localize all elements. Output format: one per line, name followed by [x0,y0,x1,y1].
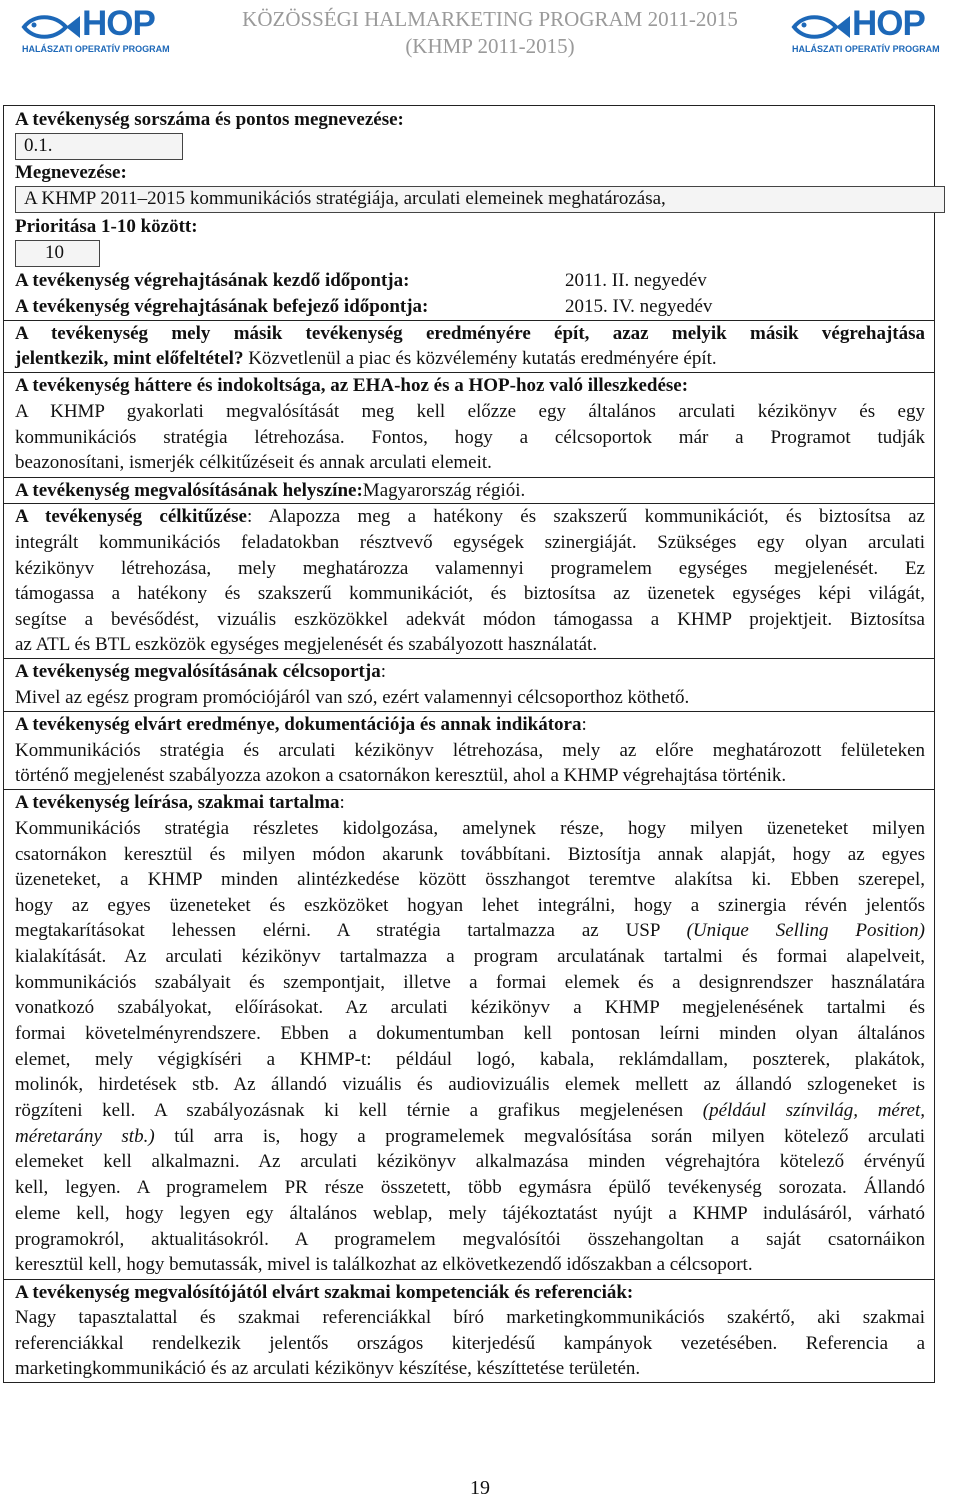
dependency-label: A tevékenység mely másik tevékenység eredményére épít, azaz melyik másik végrehajtása [15,323,925,344]
goal-line: támogassa a hatékony és szakszerű kommunikációt, és biztosítsa az üzenetek egységes képi világát, [15,583,925,604]
start-value: 2011. II. negyedév [565,270,707,291]
background-line: kommunikációs stratégia létrehozása. Fontos, hogy a célcsoportok már a Programot tudják [15,427,925,448]
number-value: 0.1. [24,135,53,156]
description-text: túl arra is, hogy a programelemek megvalósítása során milyen kötelező arculati [174,1126,926,1147]
goal-label: A tevékenység célkitűzése [15,506,247,527]
goal-line: kézikönyv létrehozása, mely meghatározza valamennyi programelem egységes megjelenését. Ez [15,558,925,579]
description-line: vonatkozó szabályokat, előírásokat. Az arculati kézikönyv a KHMP megjelenésének tartalmi és [15,997,925,1018]
location-label: A tevékenység megvalósításának helyszíne: [15,480,363,501]
page-number: 19 [470,1477,490,1499]
end-label: A tevékenység végrehajtásának befejező időpontja: [15,296,429,317]
description-line: elemeket kell alkalmazni. Az arculati kézikönyv alkalmazása minden végrehajtóra kötelező érvényű [15,1151,925,1172]
description-line: molinók, hirdetések stb. Az állandó vizuális és audiovizuális elemek mellett az állandó szlogeneket is [15,1074,925,1095]
description-line: üzeneteket, a KHMP minden alintézkedése között összhangot teremtve alakítsa ki. Ebben szerepel, [15,869,925,890]
divider [3,789,935,790]
competence-line: referenciákkal rendelkezik jelentős országos kiterjedésű kampányok vezetésében. Referencia a [15,1333,925,1354]
page-header [0,0,960,70]
hop-logo-left [20,6,180,56]
divider [3,711,935,712]
divider [3,1279,935,1280]
competence-label: A tevékenység megvalósítójától elvárt szakmai kompetenciák és referenciák: [15,1282,634,1303]
description-heading [15,792,345,814]
description-line [15,920,925,942]
result-label: A tevékenység elvárt eredménye, dokumentációja és annak indikátora [15,714,582,735]
description-line: programokról, aktualitásokról. A programelem megvalósítói összehangoltan a saját csatornáikon [15,1229,925,1250]
result-colon: : [581,714,587,735]
competence-line: marketingkommunikáció és az arculati kézikönyv készítése, készíttetése területén. [15,1358,641,1379]
header-title: KÖZÖSSÉGI HALMARKETING PROGRAM 2011-2015 [242,7,738,31]
logo-subtitle: HALÁSZATI OPERATÍV PROGRAM [22,44,170,54]
logo-subtitle: HALÁSZATI OPERATÍV PROGRAM [792,44,940,54]
background-line: A KHMP gyakorlati megvalósítását meg kell előzze egy általános arculati kézikönyv és egy [15,401,925,422]
goal-line: integrált kommunikációs feladatokban résztvevő egységek szinergiáját. Szükséges egy olyan arculati [15,532,925,553]
description-colon: : [339,792,345,813]
goal-line: az ATL és BTL eszközök egységes megjelenését és szabályozott használatát. [15,634,598,655]
result-heading [15,714,587,736]
number-label: A tevékenység sorszáma és pontos megnevezése: [15,109,404,130]
result-line: Kommunikációs stratégia és arculati kézikönyv létrehozása, mely az előre meghatározott felületeken [15,740,925,761]
example-italic: méretarány stb.) [15,1126,155,1147]
priority-label: Prioritása 1-10 között: [15,216,198,237]
description-line: keresztül kell, hogy bemutassák, mivel is találkozhat az elkövetkezendő időszakban a célcsoport. [15,1254,753,1275]
description-line: hogy az egyes üzeneteket és eszközöket hogyan lehet integrálni, hogy a szinergia révén jelentős [15,895,925,916]
hop-logo-right [790,6,950,56]
description-line: kialakítását. Az arculati kézikönyv tartalmazza a program arculatának tartalmi és formai alapelveit, [15,946,925,967]
competence-line: Nagy tapasztalattal és szakmai referenciákkal bíró marketingkommunikációs szakértő, aki szakmai [15,1307,925,1328]
target-label: A tevékenység megvalósításának célcsoportja [15,661,381,682]
divider [3,372,935,373]
description-label: A tevékenység leírása, szakmai tartalma [15,792,340,813]
description-text: rögzíteni kell. A szabályozásnak ki kell térnie a grafikus megjelenésen [15,1100,684,1121]
description-line: kommunikációs szabályait és szempontjait, illetve a formai elemek és a designrendszer használatára [15,972,925,993]
description-line: eleme kell, hogy legyen egy általános weblap, mely tájékoztatást nyújt a KHMP indulásáról, várható [15,1203,925,1224]
background-label: A tevékenység háttere és indokoltsága, az EHA-hoz és a HOP-hoz való illeszkedése: [15,375,689,396]
description-line: formai követelményrendszere. Ebben a dokumentumban kell pontosan leírni minden olyan általános [15,1023,925,1044]
target-heading [15,661,386,683]
dependency-line [15,348,717,370]
description-line: Kommunikációs stratégia részletes kidolgozása, amelynek része, hogy milyen üzeneteket milyen [15,818,925,839]
description-text: megtakarításokat lehessen elérni. A stratégia tartalmazza az USP [15,920,660,941]
divider [3,477,935,478]
target-value: Mivel az egész program promóciójáról van szó, ezért valamennyi célcsoporthoz köthető. [15,687,690,708]
goal-first: : Alapozza meg a hatékony és szakszerű kommunikációt, és biztosítsa az [246,506,925,527]
start-label: A tevékenység végrehajtásának kezdő időpontja: [15,270,410,291]
logo-text: HOP [852,4,925,43]
location-line [15,480,525,502]
goal-line [15,506,925,528]
example-italic: (például színvilág, méret, [702,1100,926,1121]
divider [3,658,935,659]
dependency-label-end: jelentkezik, mint előfeltétel? [15,348,244,369]
divider [3,503,935,504]
location-value: Magyarország régiói. [362,480,526,501]
target-colon: : [380,661,386,682]
description-line: csatornákon keresztül és milyen módon akarunk továbbítani. Biztosítja annak alapját, hogy az egyes [15,844,925,865]
end-value: 2015. IV. negyedév [565,296,713,317]
description-line [15,1126,925,1148]
priority-value: 10 [45,242,64,263]
name-value: A KHMP 2011–2015 kommunikációs stratégiája, arculati elemeinek meghatározása, [24,188,666,209]
divider [3,320,935,321]
description-line [15,1100,925,1122]
goal-line: segítse a bevésődést, vizuális eszközökkel adekvát módon támogassa a KHMP projektjeit. Biztosítsa [15,609,925,630]
logo-text: HOP [82,4,155,43]
name-label: Megnevezése: [15,162,127,183]
fish-logo-icon [20,10,82,44]
description-line: elemet, mely végigkíséri a KHMP-t: például logó, kabala, reklámdallam, poszterek, plakátok, [15,1049,925,1070]
fish-logo-icon [790,10,852,44]
result-line: történő megjelenést szabályozza azokon a csatornákon keresztül, ahol a KHMP végrehajtása történik. [15,765,787,786]
dependency-value: Közvetlenül a piac és közvélemény kutatás eredményére épít. [248,348,717,369]
description-line: kell, legyen. A programelem PR része összetett, több egymásra épülő tevékenység sorozata. Állandó [15,1177,925,1198]
header-subtitle: (KHMP 2011-2015) [405,34,575,58]
background-line: beazonosítani, ismerjék célkitűzéseit és annak arculati elemeit. [15,452,492,473]
usp-italic: (Unique Selling Position) [686,920,926,941]
